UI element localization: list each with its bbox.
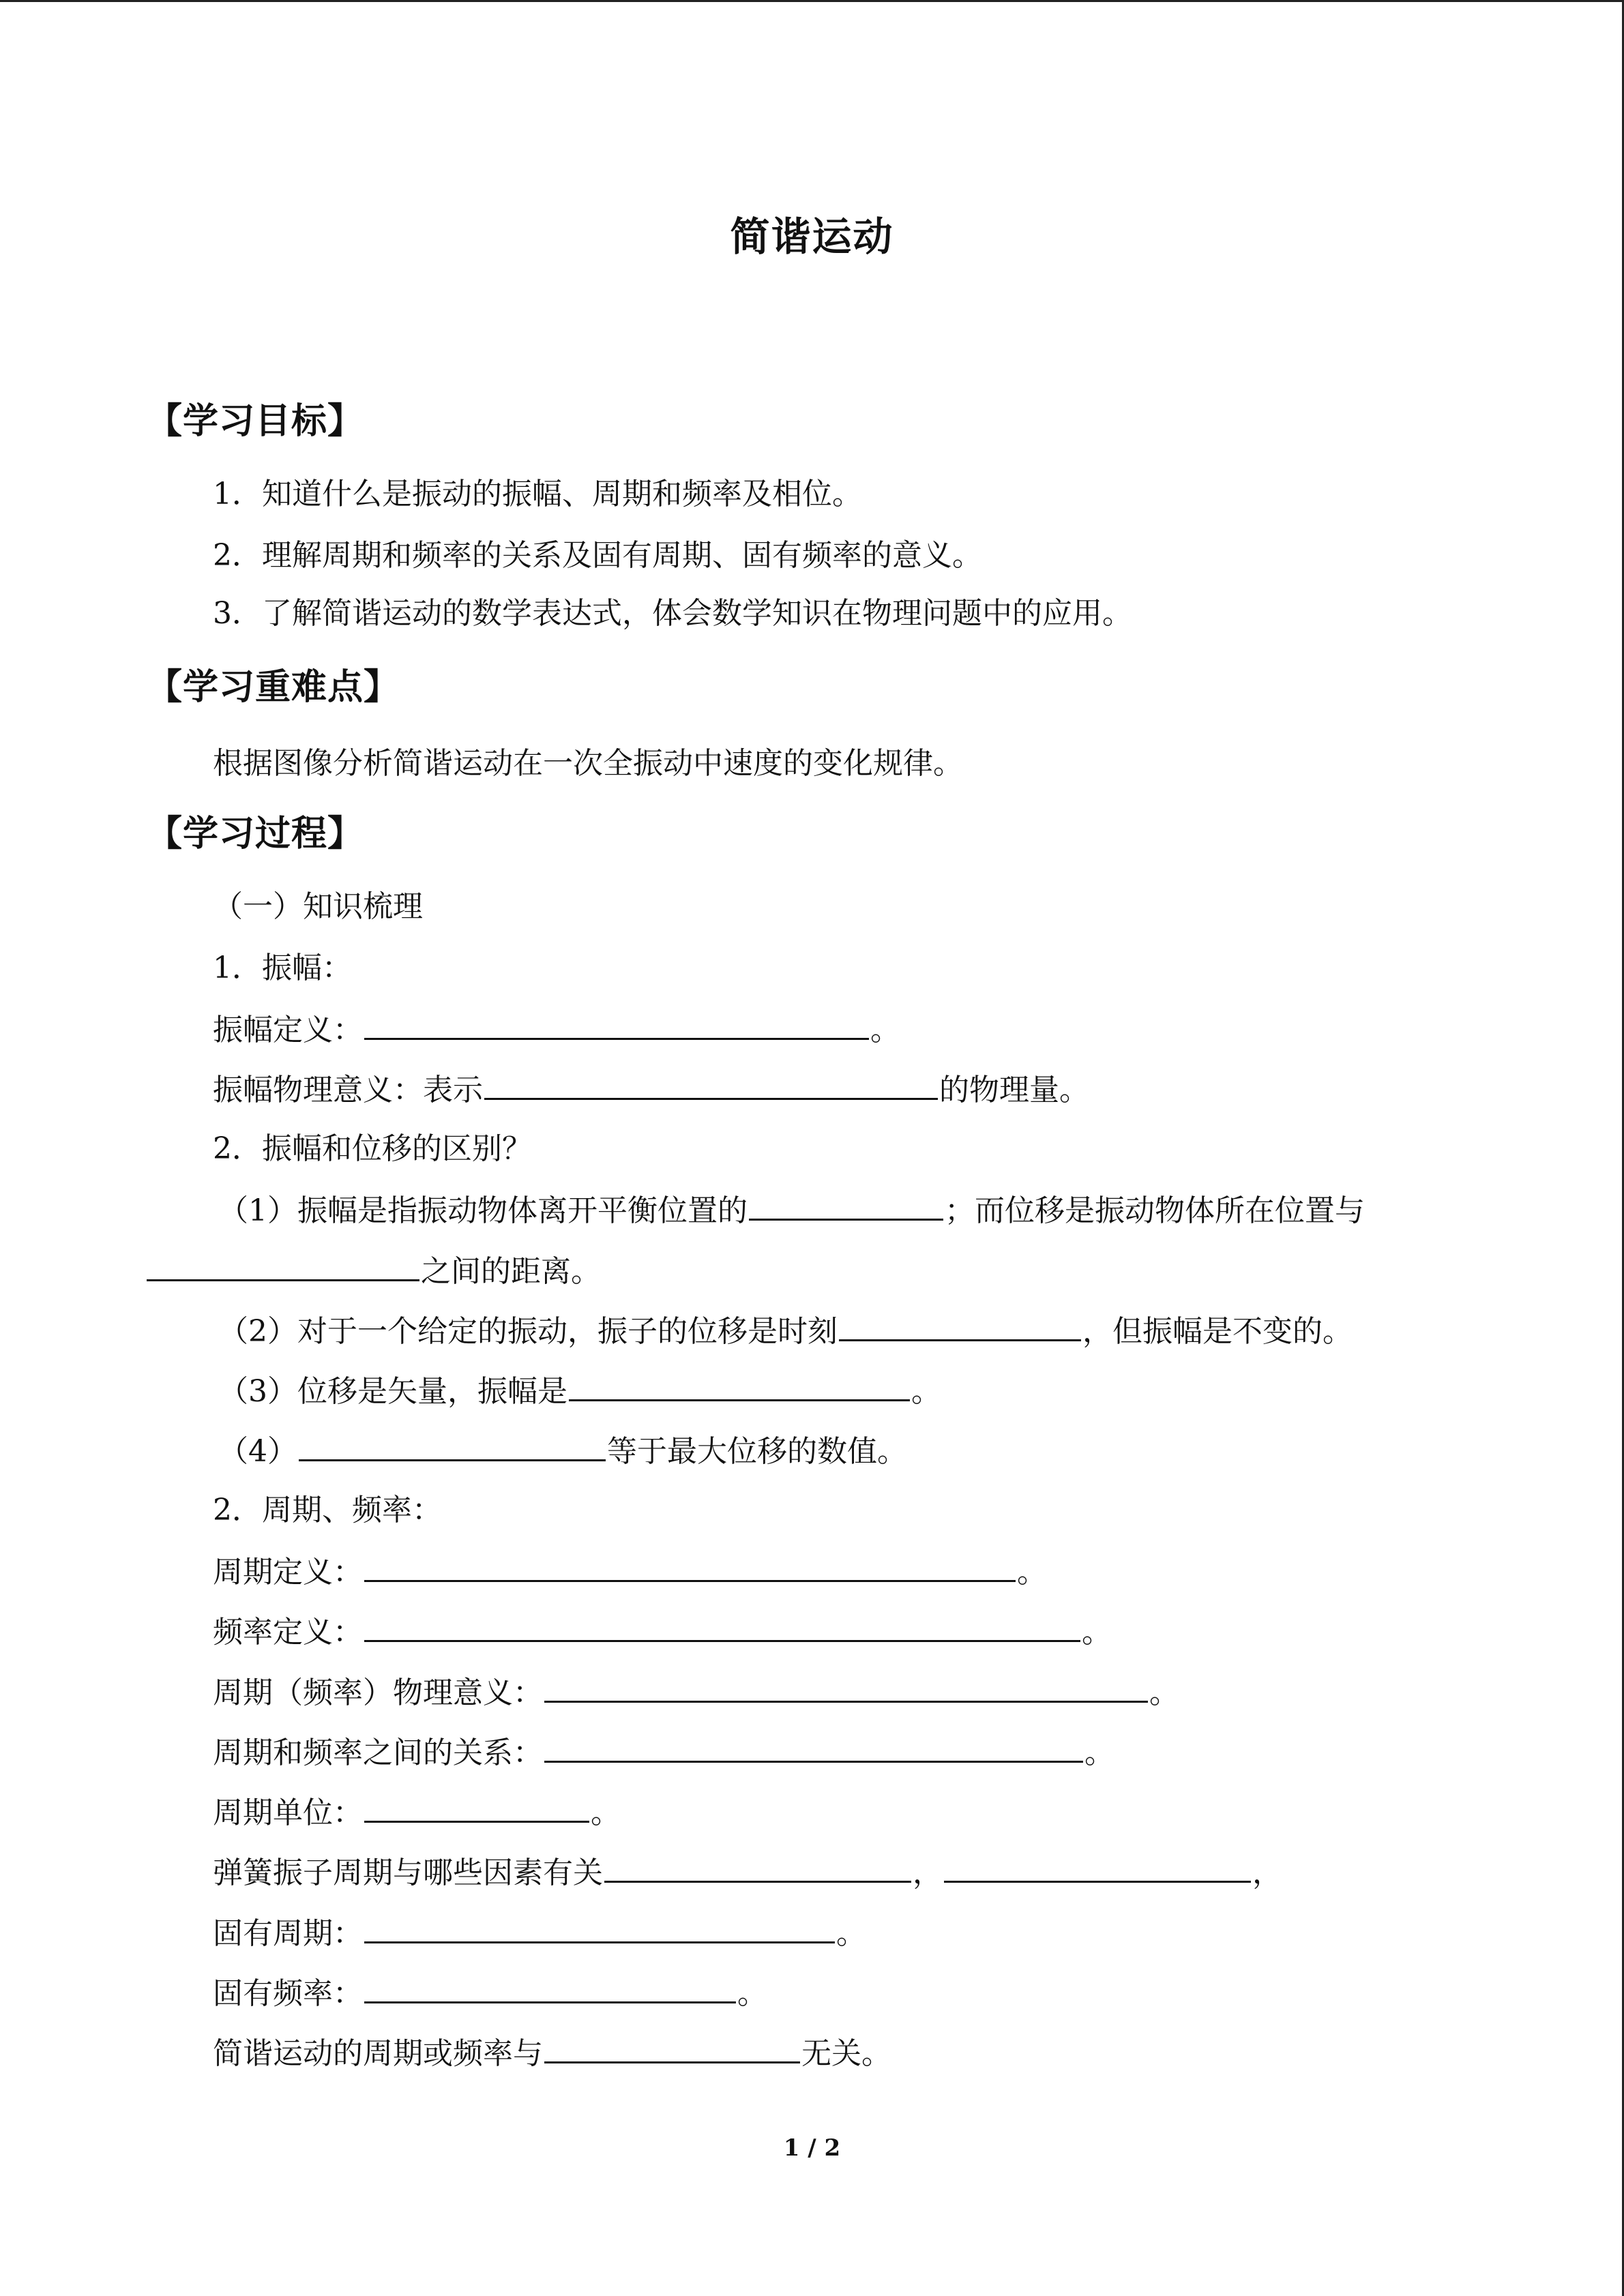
goal-item: 1．知道什么是振动的振幅、周期和频率及相位。 [213, 477, 862, 511]
independence-line [213, 2031, 891, 2074]
difference-3-text-b: 。 [911, 1374, 941, 1409]
physical-meaning-label: 周期（频率）物理意义： [213, 1675, 543, 1710]
relation-label: 周期和频率之间的关系： [213, 1735, 543, 1770]
period-frequency-heading: 2．周期、频率： [213, 1493, 442, 1527]
amplitude-meaning-blank[interactable] [484, 1068, 938, 1100]
natural-period-line [213, 1911, 866, 1954]
page-title: 简谐运动 [730, 213, 894, 260]
period-unit-line [213, 1791, 621, 1834]
period-definition-label: 周期定义： [213, 1555, 363, 1590]
period-unit-label: 周期单位： [213, 1795, 363, 1830]
difference-1-blank-a[interactable] [749, 1189, 943, 1221]
period-mark: 。 [737, 1976, 767, 2011]
comma: ， [913, 1855, 943, 1890]
goal-item: 2．理解周期和频率的关系及固有周期、固有频率的意义。 [213, 538, 982, 573]
difference-2-blank[interactable] [839, 1309, 1081, 1341]
period-definition-blank[interactable] [364, 1550, 1016, 1582]
period-mark: 。 [870, 1013, 900, 1047]
difference-item-1 [218, 1189, 1365, 1232]
period-mark: 。 [1084, 1735, 1114, 1770]
relation-line [213, 1731, 1114, 1774]
period-mark: 。 [1149, 1675, 1179, 1710]
difference-3-text-a: （3）位移是矢量，振幅是 [218, 1374, 567, 1409]
section-heading-goals: 【学习目标】 [147, 401, 364, 442]
difference-4-text-b: 等于最大位移的数值。 [607, 1434, 907, 1469]
difference-1-text-b: ；而位移是振动物体所在位置与 [945, 1193, 1365, 1228]
difference-heading: 2．振幅和位移的区别？ [213, 1131, 532, 1166]
comma: ， [1252, 1855, 1282, 1890]
spring-factors-label: 弹簧振子周期与哪些因素有关 [213, 1855, 603, 1890]
period-mark: 。 [1017, 1555, 1047, 1590]
difference-1-text-c: 之间的距离。 [421, 1254, 601, 1289]
difference-3-blank[interactable] [569, 1369, 910, 1401]
section-heading-process: 【学习过程】 [147, 814, 364, 854]
independence-text-a: 简谐运动的周期或频率与 [213, 2036, 543, 2071]
natural-period-blank[interactable] [364, 1911, 835, 1943]
relation-blank[interactable] [544, 1731, 1083, 1763]
period-mark: 。 [591, 1795, 621, 1830]
difference-item-3 [218, 1369, 941, 1412]
goal-item: 3．了解简谐运动的数学表达式，体会数学知识在物理问题中的应用。 [213, 596, 1132, 631]
difference-4-text-a: （4） [218, 1434, 297, 1469]
amplitude-heading: 1．振幅： [213, 951, 352, 985]
natural-period-label: 固有周期： [213, 1916, 363, 1951]
amplitude-definition-line [213, 1008, 900, 1051]
difference-4-blank[interactable] [299, 1429, 606, 1461]
top-border [0, 0, 1624, 2]
frequency-definition-blank[interactable] [364, 1610, 1080, 1642]
independence-blank[interactable] [544, 2031, 800, 2063]
amplitude-meaning-label: 振幅物理意义：表示 [213, 1073, 483, 1107]
amplitude-definition-label: 振幅定义： [213, 1013, 363, 1047]
natural-frequency-label: 固有频率： [213, 1976, 363, 2011]
difference-1-blank-b[interactable] [147, 1249, 419, 1281]
section-heading-key-points: 【学习重难点】 [147, 667, 400, 708]
amplitude-meaning-end: 的物理量。 [939, 1073, 1089, 1107]
subsection-title: （一）知识梳理 [213, 889, 423, 924]
independence-text-b: 无关。 [801, 2036, 891, 2071]
difference-item-4 [218, 1429, 907, 1472]
difference-item-2 [218, 1309, 1353, 1352]
key-point-text: 根据图像分析简谐运动在一次全振动中速度的变化规律。 [213, 746, 963, 781]
page-number: 1 / 2 [783, 2134, 841, 2162]
physical-meaning-blank[interactable] [544, 1671, 1148, 1703]
physical-meaning-line [213, 1671, 1179, 1714]
difference-2-text-a: （2）对于一个给定的振动，振子的位移是时刻 [218, 1314, 838, 1349]
natural-frequency-line [213, 1971, 767, 2014]
natural-frequency-blank[interactable] [364, 1971, 736, 2003]
frequency-definition-line [213, 1610, 1112, 1653]
period-mark: 。 [1082, 1615, 1112, 1650]
amplitude-meaning-line [213, 1068, 1089, 1111]
difference-1-text-a: （1）振幅是指振动物体离开平衡位置的 [218, 1193, 748, 1228]
spring-factors-line [213, 1851, 1282, 1894]
period-unit-blank[interactable] [364, 1791, 589, 1823]
period-definition-line [213, 1550, 1047, 1593]
difference-2-text-b: ，但振幅是不变的。 [1082, 1314, 1353, 1349]
frequency-definition-label: 频率定义： [213, 1615, 363, 1650]
period-mark: 。 [836, 1916, 866, 1951]
difference-item-1-continued [147, 1249, 601, 1292]
spring-factor-blank-1[interactable] [604, 1851, 911, 1883]
amplitude-definition-blank[interactable] [364, 1008, 869, 1040]
spring-factor-blank-2[interactable] [944, 1851, 1251, 1883]
